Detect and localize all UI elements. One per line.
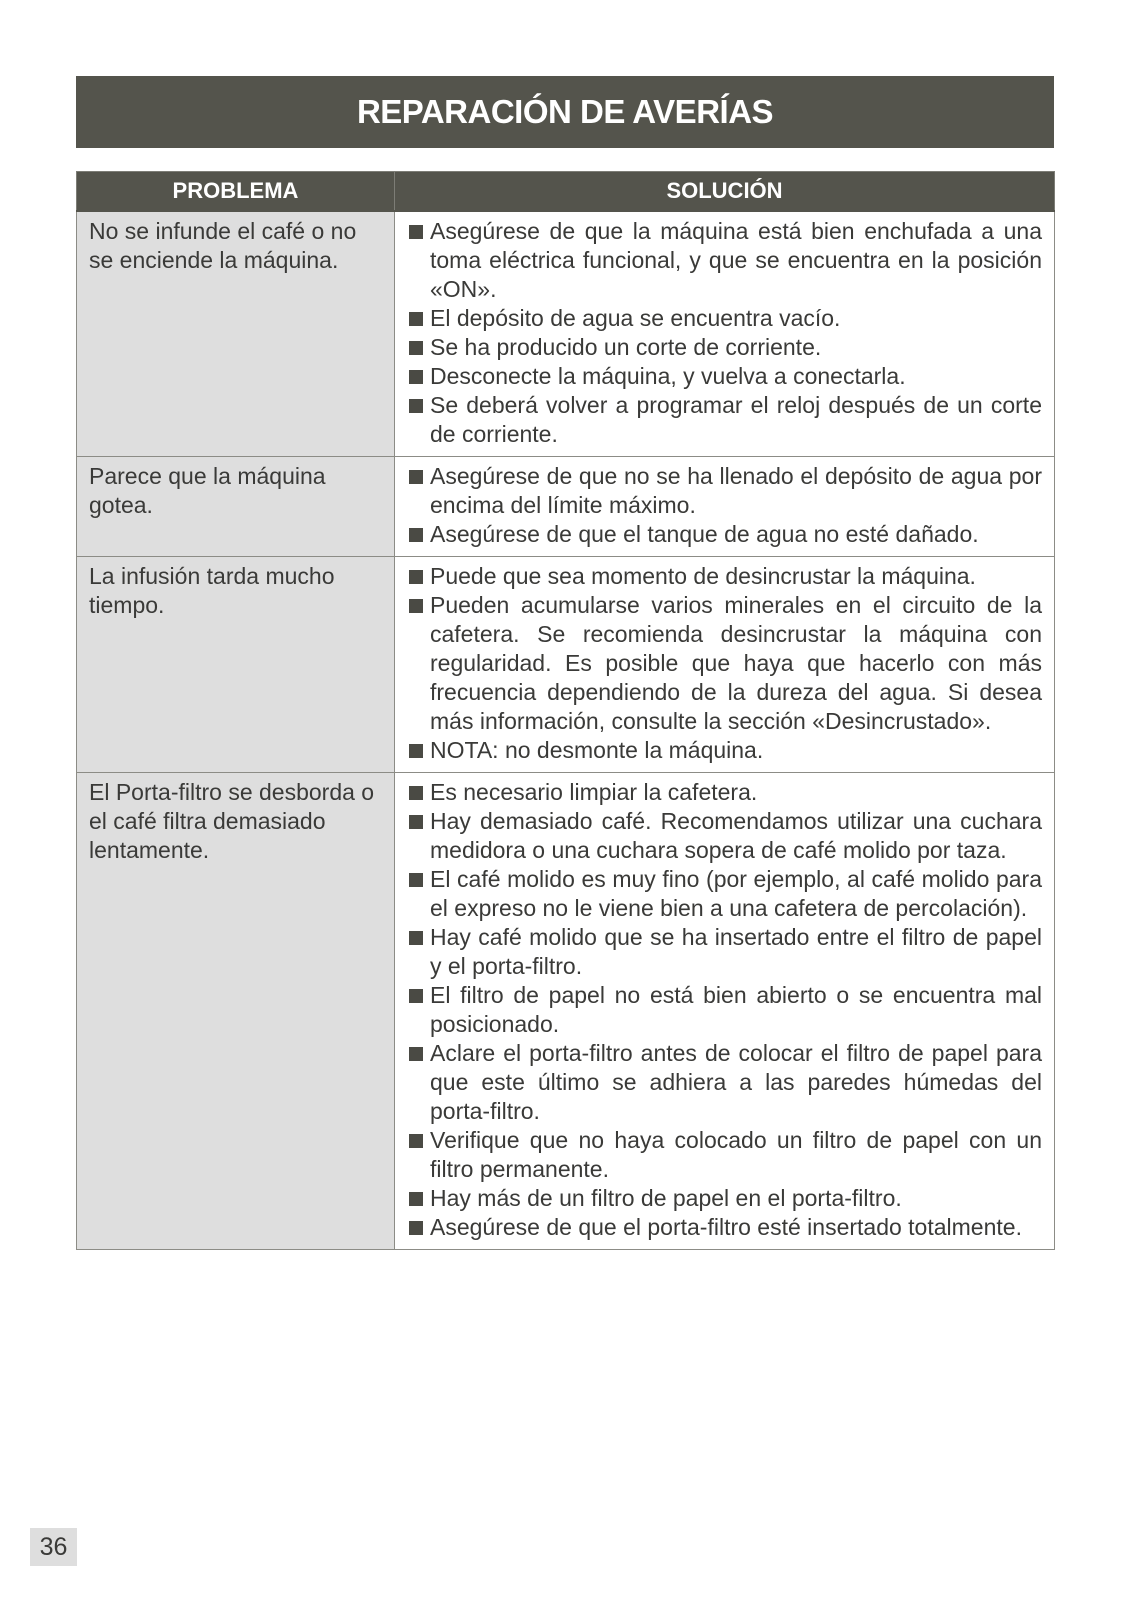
solution-cell xyxy=(395,773,1055,1250)
solution-item: Asegúrese de que el porta-filtro esté insertado totalmente. xyxy=(409,1213,1042,1242)
solution-item: Se deberá volver a programar el reloj después de un corte de corriente. xyxy=(409,391,1042,449)
page-number xyxy=(30,1528,77,1566)
solution-item: El café molido es muy fino (por ejemplo, al café molido para el expreso no le viene bien a una cafetera de percolación). xyxy=(409,865,1042,923)
solution-item: Es necesario limpiar la cafetera. xyxy=(409,778,1042,807)
table-row xyxy=(77,211,1055,457)
solution-cell xyxy=(395,557,1055,773)
solution-list xyxy=(409,562,1042,765)
solution-cell xyxy=(395,211,1055,457)
solution-item: Desconecte la máquina, y vuelva a conectarla. xyxy=(409,362,1042,391)
solution-cell xyxy=(395,457,1055,557)
page-title-text: REPARACIÓN DE AVERÍAS xyxy=(356,93,774,130)
solution-item: Se ha producido un corte de corriente. xyxy=(409,333,1042,362)
solution-item: Asegúrese de que no se ha llenado el depósito de agua por encima del límite máximo. xyxy=(409,462,1042,520)
page-number-text: 36 xyxy=(39,1532,68,1561)
solution-item: Hay café molido que se ha insertado entre el filtro de papel y el porta-filtro. xyxy=(409,923,1042,981)
solution-list xyxy=(409,462,1042,549)
problem-cell: Parece que la máquina gotea. xyxy=(77,457,395,557)
solution-item: Hay demasiado café. Recomendamos utilizar una cuchara medidora o una cuchara sopera de café molido por taza. xyxy=(409,807,1042,865)
header-problem: PROBLEMA xyxy=(77,172,395,212)
table-header-row xyxy=(77,172,1055,212)
solution-list xyxy=(409,217,1042,449)
solution-list xyxy=(409,778,1042,1242)
table-row xyxy=(77,557,1055,773)
solution-item: El depósito de agua se encuentra vacío. xyxy=(409,304,1042,333)
solution-item: Puede que sea momento de desincrustar la máquina. xyxy=(409,562,1042,591)
solution-item: Asegúrese de que el tanque de agua no esté dañado. xyxy=(409,520,1042,549)
solution-item: Hay más de un filtro de papel en el porta-filtro. xyxy=(409,1184,1042,1213)
solution-item: Asegúrese de que la máquina está bien enchufada a una toma eléctrica funcional, y que se encuentra en la posición «ON». xyxy=(409,217,1042,304)
solution-item: Pueden acumularse varios minerales en el circuito de la cafetera. Se recomienda desincrustar la máquina con regularidad. Es posible que haya que hacerlo con más frecuencia dependiendo de la dureza del agua. Si desea más información, consulte la sección «Desincrustado». xyxy=(409,591,1042,736)
solution-item: Aclare el porta-filtro antes de colocar el filtro de papel para que este último se adhiera a las paredes húmedas del porta-filtro. xyxy=(409,1039,1042,1126)
table-row xyxy=(77,457,1055,557)
solution-item: El filtro de papel no está bien abierto o se encuentra mal posicionado. xyxy=(409,981,1042,1039)
problem-cell: El Porta-filtro se desborda o el café filtra demasiado lentamente. xyxy=(77,773,395,1250)
troubleshooting-table xyxy=(76,171,1055,1250)
page-title xyxy=(76,76,1054,148)
problem-cell: La infusión tarda mucho tiempo. xyxy=(77,557,395,773)
table-row xyxy=(77,773,1055,1250)
header-solution: SOLUCIÓN xyxy=(395,172,1055,212)
problem-cell: No se infunde el café o no se enciende la máquina. xyxy=(77,211,395,457)
solution-item: Verifique que no haya colocado un filtro de papel con un filtro permanente. xyxy=(409,1126,1042,1184)
solution-item: NOTA: no desmonte la máquina. xyxy=(409,736,1042,765)
